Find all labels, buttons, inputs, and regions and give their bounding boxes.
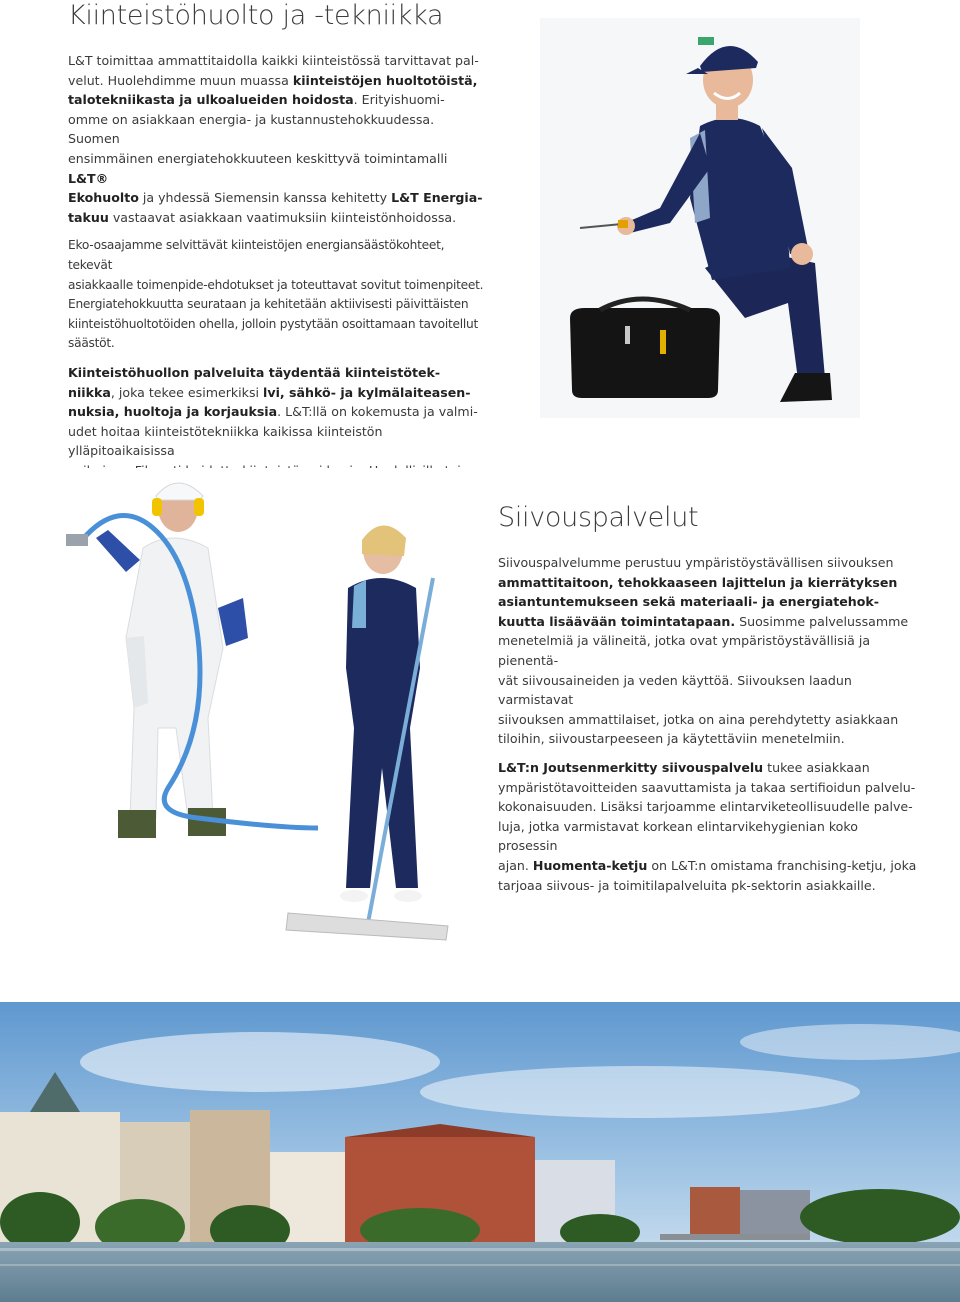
section1-paragraph-3: Kiinteistöhuollon palveluita täydentää kiinteistötek- niikka, joka tekee esimerkiksi lvi, sähkö- ja kylmälaiteasen- nuksia, huoltoja ja korjauksia. L&T:llä on kokemusta ja valmi- udet hoitaa kiinteistötekniikka kaikissa kiinteistön ylläpitoaikaisissa [68, 364, 478, 459]
section2-title: Siivouspalvelut [498, 502, 699, 533]
section2-paragraph-1: Siivouspalvelumme perustuu ympäristöystävällisen siivouksen ammattitaitoon, tehokkaaseen lajittelun ja kierrätyksen asiantuntemukseen sekä materiaali- ja energiatehok- kuutta lisäävään toimintatapaan. Suosimme palvelussamme menetelmiä ja välineitä, jotka ovat ympäristöystävällisiä ja pienentä- vät siivousaineiden ja veden käyttöä. Siivouksen laadun varmistavat siivouksen ammattilaiset, jotka on aina perehdytetty asiakkaan tiloihin, siivoustarpeeseen ja käytettäviin menetelmiin. [498, 555, 909, 747]
section2-paragraph-2: L&T:n Joutsenmerkitty siivouspalvelu tukee asiakkaan ympäristötavoitteiden saavuttamista ja takaa sertifioidun palvelu- kokonaisuuden. Lisäksi tarjoamme elintarviketeollisuudelle palve- luja, jotka varmistavat korkean elintarvikehygienian koko prosessin ajan. Huomenta-ketju on L&T:n omistama franchising-ketju, joka tarjoaa siivous- ja toimitilapalveluita pk-sektorin asiakkaille. [498, 759, 917, 893]
section1-paragraph-2: Eko-osaajamme selvittävät kiinteistöjen energiansäästökohteet, tekevät asiakkaalle toimenpide-ehdotukset ja toteuttavat sovitut toimenpiteet. Energiatehokkuutta seurataan ja kehitetään aktiivisesti päivittäisten kiinteistöhuoltotöiden ohella, jolloin pystytään osoittamaan tavoitellut säästöt. [68, 238, 484, 351]
section1-paragraph-1: L&T toimittaa ammattitaidolla kaikki kiinteistössä tarvittavat pal- velut. Huolehdimme muun muassa kiinteistöjen huoltotöistä, talotekniikasta ja ulkoalueiden hoidosta. Erityishuomi- omme on asiakkaan energia- ja kustannustehokkuudessa. Suomen ensimmäinen energiatehokkuuteen keskittyvä toimintamalli L&T® Ekohuolto ja yhdessä Siemensin kanssa kehitetty L&T Energia- takuu vastaavat asiakkaan vaatimuksiin kiinteistönhoidossa. [68, 53, 483, 225]
cleaning-staff-photo [48, 468, 468, 948]
section2-body [498, 553, 918, 904]
technician-photo [540, 18, 860, 418]
city-waterfront-photo [0, 1002, 960, 1302]
section1-title: Kiinteistöhuolto ja -tekniikka [68, 0, 444, 31]
